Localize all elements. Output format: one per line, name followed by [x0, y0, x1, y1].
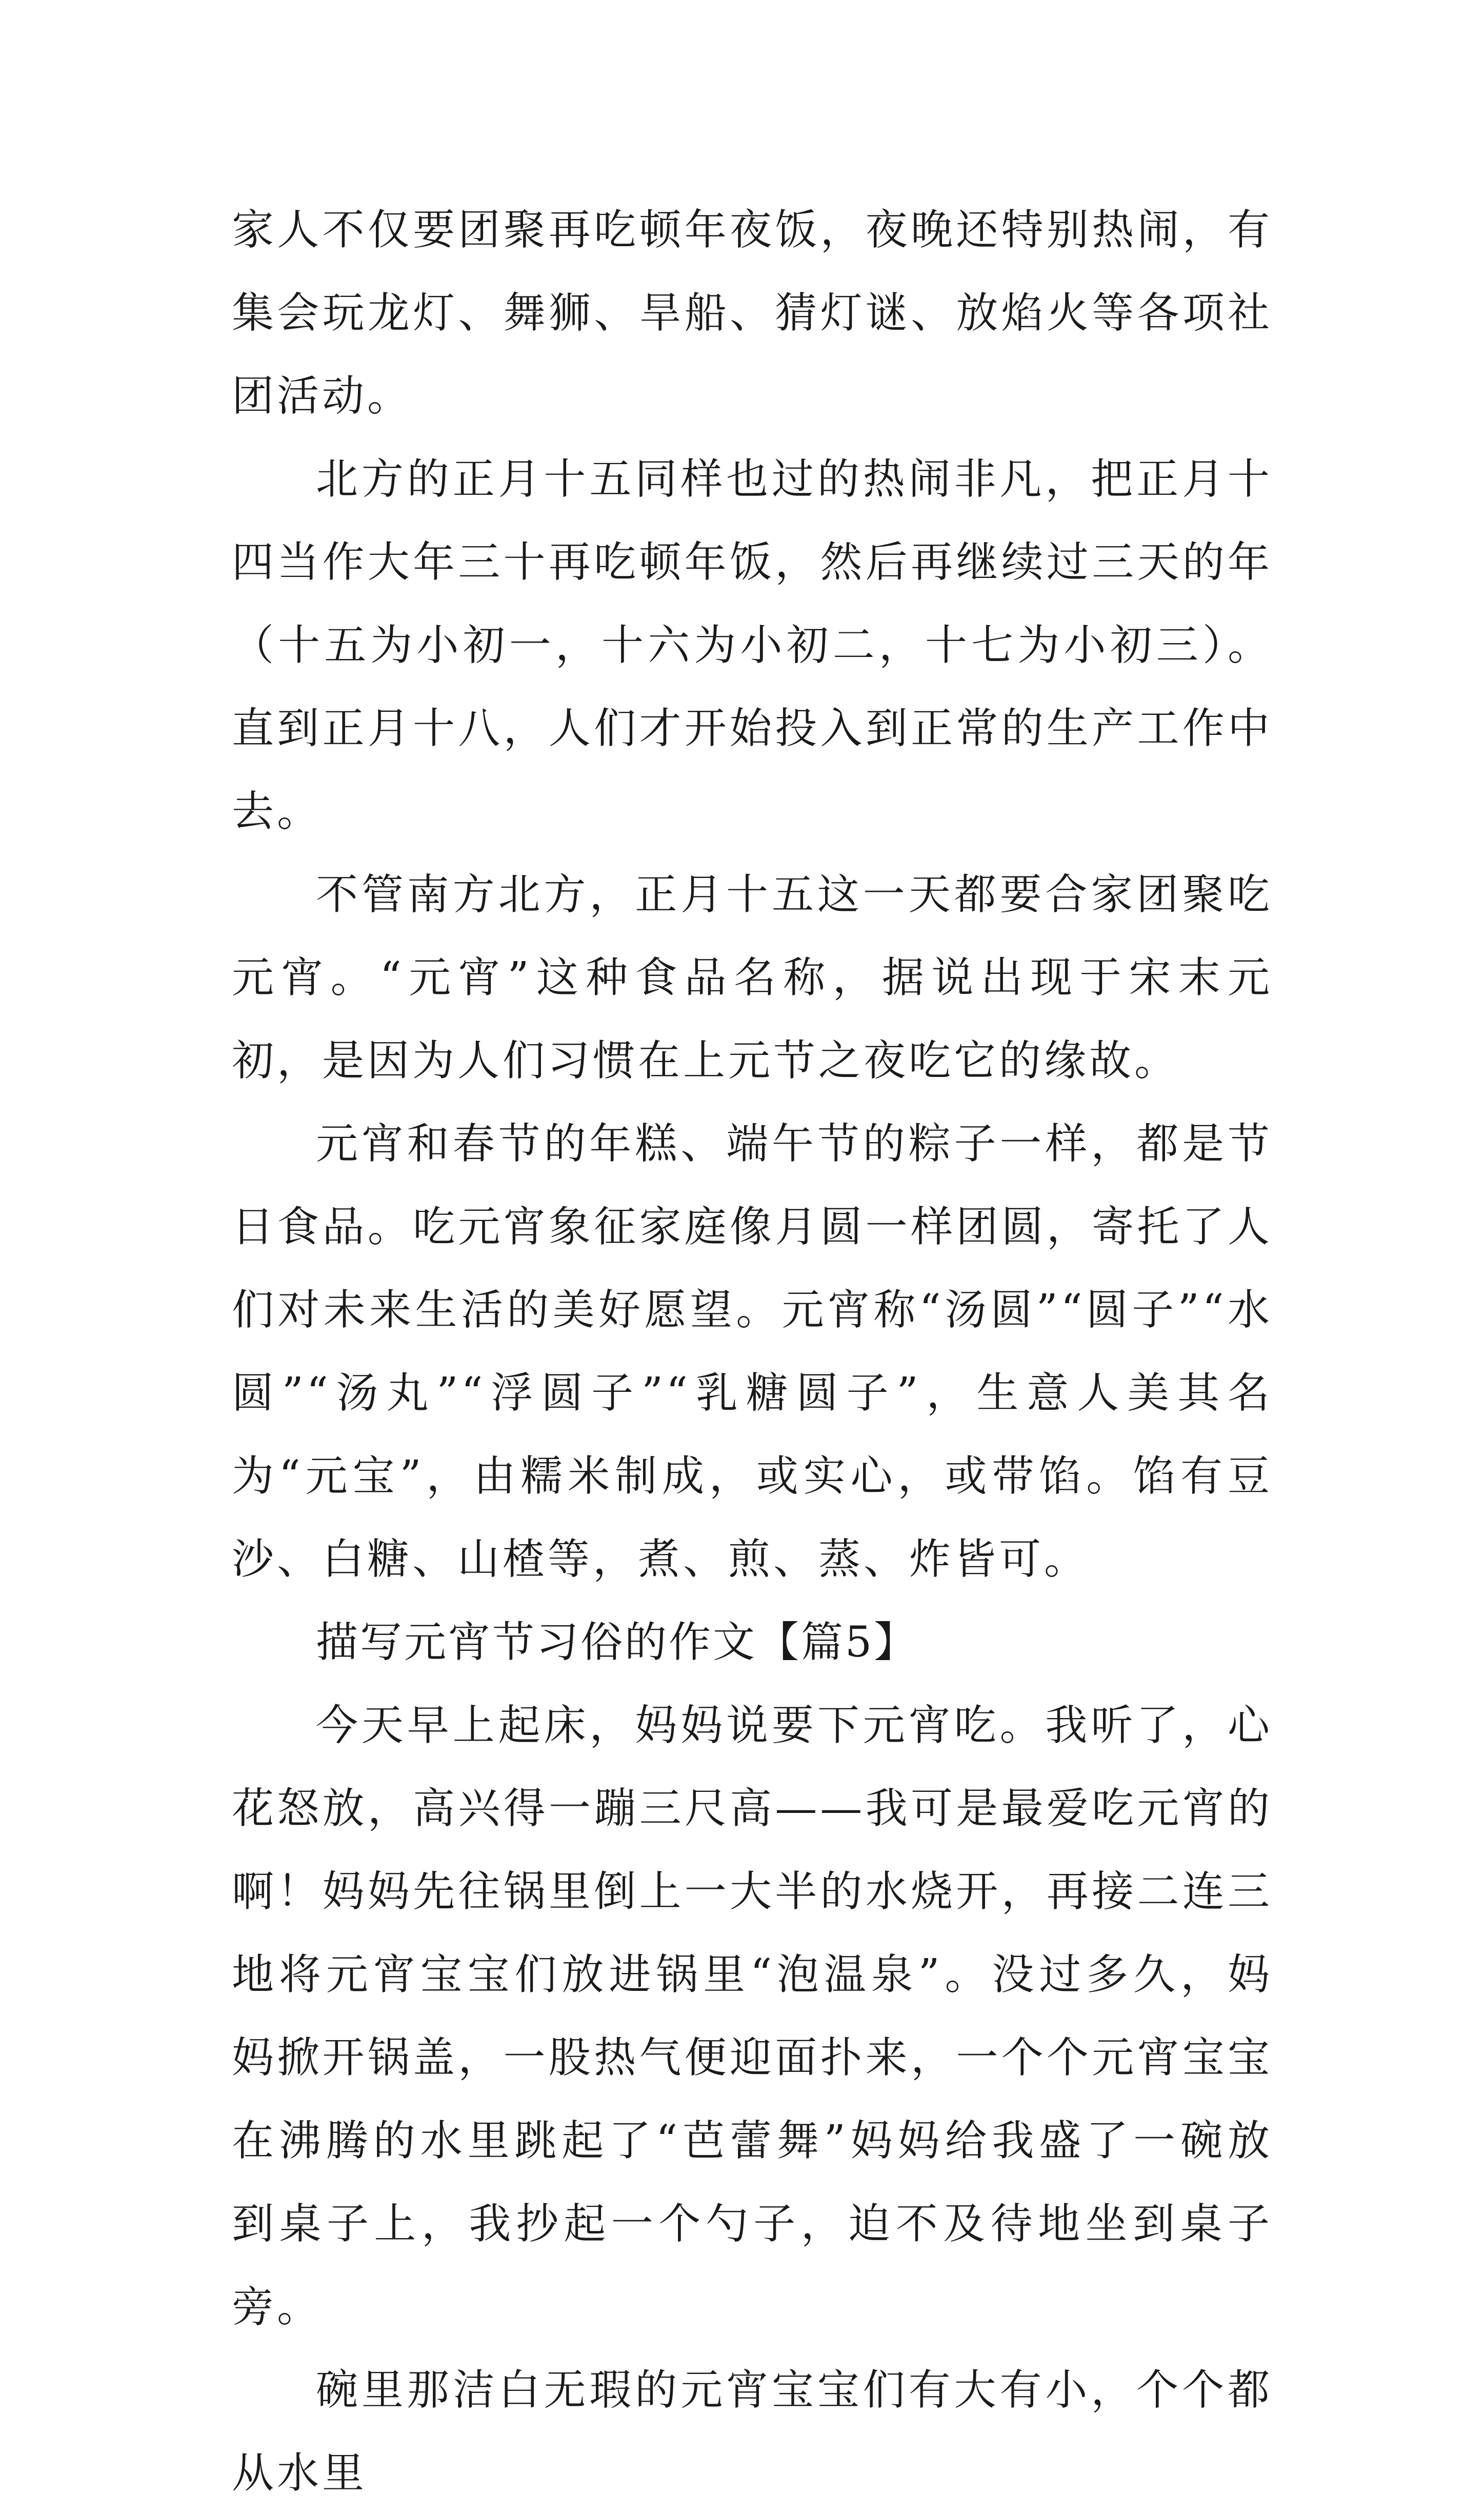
paragraph: 北方的正月十五同样也过的热闹非凡，把正月十四当作大年三十再吃顿年饭，然后再继续过三天的年（十五为小初一，十六为小初二，十七为小初三）。直到正月十八，人们才开始投入到正常的生产工作中去。: [232, 455, 1273, 836]
paragraph: 元宵和春节的年糕、端午节的粽子一样，都是节日食品。吃元宵象征家庭像月圆一样团圆，寄托了人们对未来生活的美好愿望。元宵称“汤圆”“圆子”“水圆”“汤丸”“浮圆子”“乳糖圆子”，生意人美其名为“元宝”，由糯米制成，或实心，或带馅。馅有豆沙、白糖、山楂等，煮、煎、蒸、炸皆可。: [232, 1120, 1273, 1584]
section-heading: 描写元宵节习俗的作文【篇5】: [316, 1618, 918, 1667]
paragraph: 不管南方北方，正月十五这一天都要合家团聚吃元宵。“元宵”这种食品名称，据说出现于宋末元初，是因为人们习惯在上元节之夜吃它的缘故。: [232, 870, 1273, 1085]
paragraph: 碗里那洁白无瑕的元宵宝宝们有大有小，个个都从水里: [232, 2366, 1273, 2498]
paragraph: 今天早上起床，妈妈说要下元宵吃。我听了，心花怒放，高兴得一蹦三尺高——我可是最爱吃元宵的啊！妈妈先往锅里倒上一大半的水烧开，再接二连三地将元宵宝宝们放进锅里“泡温泉”。没过多久，妈妈掀开锅盖，一股热气便迎面扑来，一个个元宵宝宝在沸腾的水里跳起了“芭蕾舞”妈妈给我盛了一碗放到桌子上，我抄起一个勺子，迫不及待地坐到桌子旁。: [232, 1701, 1273, 2331]
document-body: [232, 189, 1273, 2515]
paragraph: 家人不仅要团聚再吃顿年夜饭，夜晚还特别热闹，有集会玩龙灯、舞狮、旱船、猜灯谜、放焰火等各项社团活动。: [232, 206, 1273, 421]
